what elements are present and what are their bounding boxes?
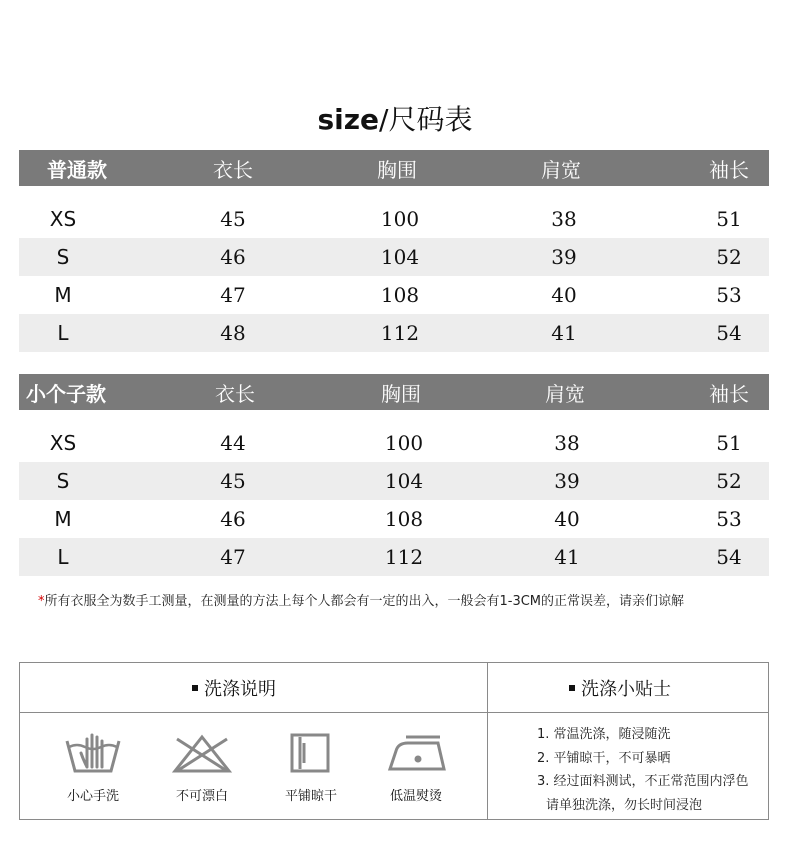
shoulder-cell: 41 (551, 321, 577, 345)
header-style: 普通款 (47, 157, 107, 182)
shoulder-cell: 40 (551, 283, 577, 307)
header-style: 小个子款 (26, 381, 106, 406)
bullet-square (569, 685, 575, 691)
chest-cell: 112 (384, 545, 424, 569)
size-cell: XS (49, 431, 77, 455)
table-header (19, 150, 769, 186)
header-sleeve: 袖长 (709, 157, 749, 182)
list-item: 请单独洗涤，勿长时间浸泡 (546, 797, 703, 813)
table-row (19, 500, 769, 538)
note-star: * (38, 594, 45, 609)
table-row (19, 462, 769, 500)
shoulder-cell: 39 (554, 469, 580, 493)
shoulder-cell: 41 (554, 545, 580, 569)
table-header (19, 374, 769, 410)
sleeve-cell: 53 (716, 507, 742, 531)
regular-size-table (19, 150, 769, 352)
measurement-note (38, 590, 778, 609)
note-text: 所有衣服全为数手工测量，在测量的方法上每个人都会有一定的出入，一般会有1-3CM的正常误差，请亲们谅解 (44, 594, 685, 609)
list-item: 2. 平铺晾干，不可暴晒 (537, 750, 671, 766)
title-en: size (317, 103, 380, 136)
flat-dry-label: 平铺晾干 (284, 789, 338, 804)
sleeve-cell: 51 (716, 207, 742, 231)
header-length: 衣长 (215, 381, 255, 406)
bullet-square (192, 685, 198, 691)
header-length: 衣长 (213, 157, 253, 182)
sleeve-cell: 54 (716, 321, 742, 345)
wash-tips-title: 洗涤小贴士 (569, 675, 671, 701)
column-divider (487, 663, 488, 819)
header-shoulder: 肩宽 (541, 157, 581, 182)
sleeve-cell: 54 (716, 545, 742, 569)
care-section (19, 662, 769, 820)
list-item: 1. 常温洗涤，随浸随洗 (537, 727, 671, 742)
page-title (0, 98, 790, 138)
sleeve-cell: 51 (716, 431, 742, 455)
shoulder-cell: 38 (551, 207, 577, 231)
chest-cell: 104 (380, 245, 420, 269)
header-shoulder: 肩宽 (545, 381, 585, 406)
length-cell: 46 (220, 245, 246, 269)
row-divider (20, 712, 768, 713)
low-iron-icon (383, 731, 453, 775)
low-iron-label: 低温熨烫 (389, 789, 443, 804)
length-cell: 45 (220, 469, 246, 493)
shoulder-cell: 40 (554, 507, 580, 531)
length-cell: 47 (220, 283, 246, 307)
sleeve-cell: 52 (716, 469, 742, 493)
shoulder-cell: 38 (554, 431, 580, 455)
petite-size-table (19, 374, 769, 576)
flat-dry-icon (275, 731, 345, 775)
size-cell: S (56, 469, 70, 493)
chest-cell: 104 (384, 469, 424, 493)
length-cell: 45 (220, 207, 246, 231)
size-cell: L (57, 545, 69, 569)
table-row (19, 314, 769, 352)
chest-cell: 100 (384, 431, 424, 455)
hand-wash-label: 小心手洗 (66, 789, 120, 804)
header-chest: 胸围 (377, 157, 417, 182)
sleeve-cell: 52 (716, 245, 742, 269)
chest-cell: 108 (380, 283, 420, 307)
table-row (19, 424, 769, 462)
no-bleach-icon (167, 731, 237, 775)
no-bleach-label: 不可漂白 (175, 789, 229, 804)
table-row (19, 538, 769, 576)
length-cell: 48 (220, 321, 246, 345)
length-cell: 44 (220, 431, 246, 455)
chest-cell: 108 (384, 507, 424, 531)
wash-instructions-title: 洗涤说明 (192, 675, 276, 701)
size-cell: S (56, 245, 70, 269)
sleeve-cell: 53 (716, 283, 742, 307)
hand-wash-icon (58, 731, 128, 775)
length-cell: 47 (220, 545, 246, 569)
table-row (19, 238, 769, 276)
chest-cell: 112 (380, 321, 420, 345)
wash-tips-list (537, 723, 749, 817)
shoulder-cell: 39 (551, 245, 577, 269)
title-sep: / (379, 103, 389, 136)
length-cell: 46 (220, 507, 246, 531)
size-cell: XS (49, 207, 77, 231)
size-cell: L (57, 321, 69, 345)
size-cell: M (54, 507, 72, 531)
header-sleeve: 袖长 (709, 381, 749, 406)
size-cell: M (54, 283, 72, 307)
table-row (19, 200, 769, 238)
list-item: 3. 经过面料测试，不正常范围内浮色 (537, 774, 749, 789)
chest-cell: 100 (380, 207, 420, 231)
table-row (19, 276, 769, 314)
title-zh: 尺码表 (388, 103, 473, 136)
header-chest: 胸围 (381, 381, 421, 406)
